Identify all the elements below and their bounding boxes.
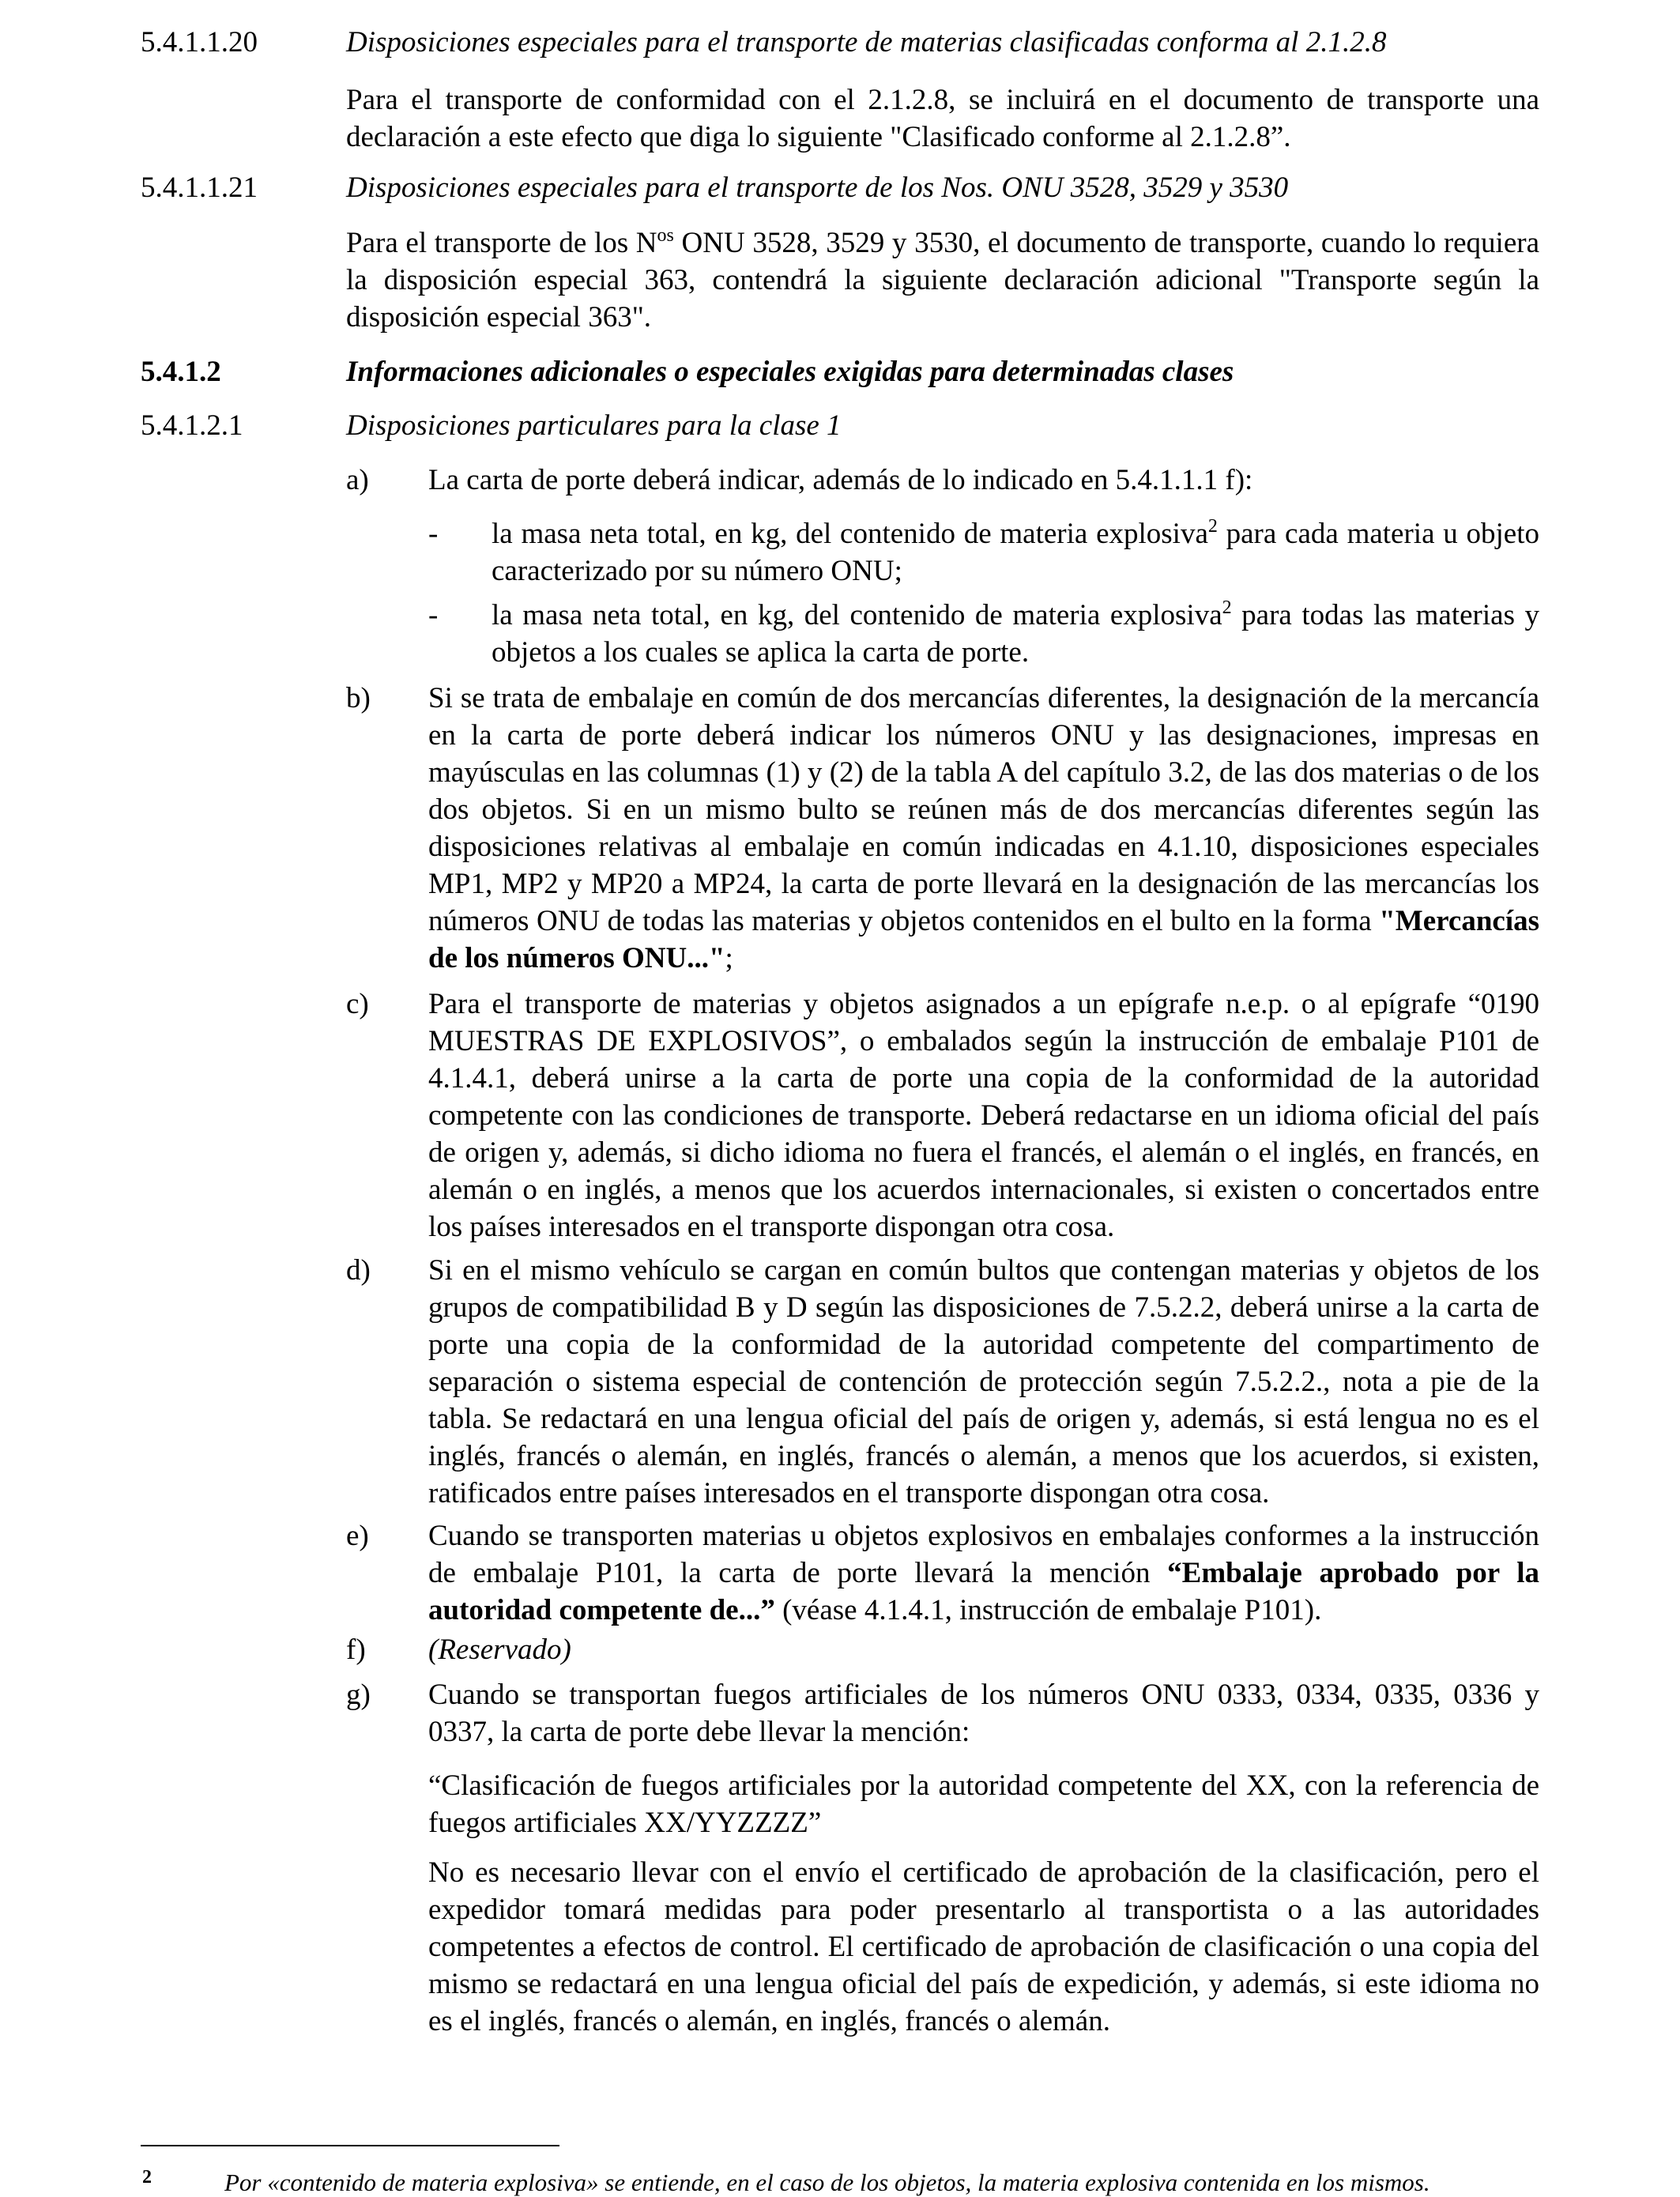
list-text: Para el transporte de materias y objetos asignados a un epígrafe n.e.p. o al epígrafe “0190 MUESTRAS DE EXPLOSIVOS”, o embalados según la instrucción de embalaje P101 de 4.1.4.1, deberá unirse a la carta de porte una copia de la conformidad de la autoridad competente con las condiciones de transporte. Deberá redactarse en un idioma oficial del país de origen y, además, si dicho idioma no fuera el francés, el alemán o el inglés, en francés, en alemán o en inglés, a menos que los acuerdos internacionales, si existen o concertados entre los países interesados en el transporte dispongan otra cosa.	[428, 988, 1539, 1243]
superscript: os	[657, 225, 674, 246]
dash-marker: -	[428, 518, 439, 550]
section-title: Disposiciones especiales para el transporte de materias clasificadas conforma al 2.1.2.8	[346, 26, 1387, 58]
section-number: 5.4.1.2.1	[141, 409, 243, 442]
list-text: Si se trata de embalaje en común de dos mercancías diferentes, la designación de la mercancía en la carta de porte deberá indicar los números ONU y las designaciones, impresas en mayúsculas en las columnas (1) y (2) de la tabla A del capítulo 3.2, de las dos materias o de los dos objetos. Si en un mismo bulto se reúnen más de dos mercancías diferentes según las disposiciones relativas al embalaje en común indicadas en 4.1.10, disposiciones especiales MP1, MP2 y MP20 a MP24, la carta de porte llevará en la designación de las mercancías los números ONU de todas las materias y objetos contenidos en el bulto en la forma "Mercancías de los números ONU...";	[428, 682, 1539, 974]
footnote-ref: 2	[1222, 597, 1232, 618]
section-number: 5.4.1.1.21	[141, 171, 258, 204]
list-label: a)	[346, 464, 369, 496]
list-text: Cuando se transporten materias u objetos explosivos en embalajes conformes a la instrucción de embalaje P101, la carta de porte llevará la mención “Embalaje aprobado por la autoridad competente de...” (véase 4.1.4.1, instrucción de embalaje P101).	[428, 1520, 1539, 1626]
footnote-ref: 2	[1207, 516, 1218, 537]
quoted-mention: “Clasificación de fuegos artificiales por la autoridad competente del XX, con la referencia de fuegos artificiales XX/YYZZZZ”	[428, 1769, 1539, 1839]
list-label: b)	[346, 682, 371, 714]
section-title: Disposiciones especiales para el transporte de los Nos. ONU 3528, 3529 y 3530	[346, 171, 1289, 204]
footnote-text: Por «contenido de materia explosiva» se entiende, en el caso de los objetos, la materia explosiva contenida en los mismos.	[224, 2169, 1430, 2196]
section-title: Informaciones adicionales o especiales exigidas para determinadas clases	[346, 356, 1234, 388]
dash-text: la masa neta total, en kg, del contenido de materia explosiva$^2$ para cada materia u objeto caracterizado por su número ONU;	[492, 516, 1540, 587]
list-text: La carta de porte deberá indicar, además de lo indicado en 5.4.1.1.1 f):	[428, 464, 1253, 496]
list-text: Si en el mismo vehículo se cargan en común bultos que contengan materias y objetos de los grupos de compatibilidad B y D según las disposiciones de 7.5.2.2, deberá unirse a la carta de porte una copia de la conformidad de la autoridad competente del compartimento de separación o sistema especial de contención de protección según 7.5.2.2., nota a pie de la tabla. Se redactará en una lengua oficial del país de origen y, además, si está lengua no es el inglés, francés o alemán, en inglés, francés o alemán, a menos que los acuerdos, si existen, ratificados entre países interesados en el transporte dispongan otra cosa.	[428, 1254, 1539, 1509]
section-number: 5.4.1.2	[141, 356, 221, 388]
list-text: Cuando se transportan fuegos artificiales de los números ONU 0333, 0334, 0335, 0336 y 0337, la carta de porte debe llevar la mención:	[428, 1679, 1539, 1748]
dash-marker: -	[428, 599, 439, 631]
list-label: e)	[346, 1520, 369, 1552]
list-label: f)	[346, 1634, 366, 1666]
footnote-number: 2	[142, 2167, 152, 2188]
section-title: Disposiciones particulares para la clase 1	[346, 409, 842, 442]
footnote-divider	[141, 2145, 559, 2146]
paragraph: Para el transporte de conformidad con el 2.1.2.8, se incluirá en el documento de transporte una declaración a este efecto que diga lo siguiente "Clasificado conforme al 2.1.2.8”.	[346, 84, 1539, 153]
list-label: c)	[346, 988, 369, 1020]
paragraph: No es necesario llevar con el envío el certificado de aprobación de la clasificación, pero el expedidor tomará medidas para poder presentarlo al transportista o a las autoridades competentes a efectos de control. El certificado de aprobación de clasificación o una copia del mismo se redactará en una lengua oficial del país de expedición, y además, si este idioma no es el inglés, francés o alemán, en inglés, francés o alemán.	[428, 1856, 1539, 2037]
dash-text: la masa neta total, en kg, del contenido de materia explosiva$^2$ para todas las materias y objetos a los cuales se aplica la carta de porte.	[492, 597, 1540, 669]
list-label: g)	[346, 1679, 371, 1711]
list-text: (Reservado)	[428, 1634, 571, 1666]
section-number: 5.4.1.1.20	[141, 26, 258, 58]
paragraph: Para el transporte de los $N^{os}$ ONU 3528, 3529 y 3530, el documento de transporte, cuando lo requiera la disposición especial 363, contendrá la siguiente declaración adicional "Transporte según la disposición especial 363".	[346, 225, 1540, 334]
list-label: d)	[346, 1254, 371, 1287]
